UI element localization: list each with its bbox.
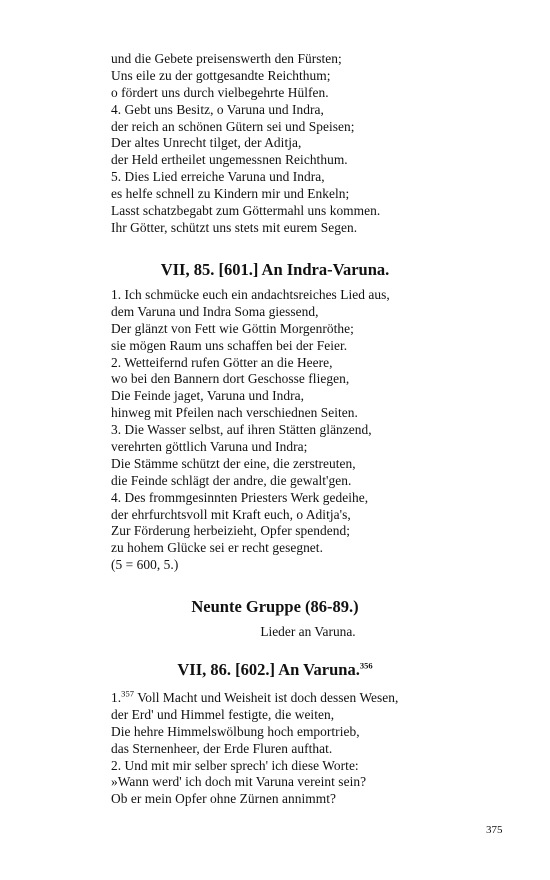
verse-line: das Sternenheer, der Erde Fluren aufthat.: [111, 740, 333, 756]
page-number: 375: [486, 824, 503, 836]
verse-line: dem Varuna und Indra Soma giessend,: [111, 303, 319, 319]
verse-number: 1.: [111, 690, 122, 705]
verse-line: Die hehre Himmelswölbung hoch emportrieb,: [111, 723, 360, 739]
footnote-ref-357: 357: [121, 688, 135, 699]
hymn-86-heading: [0, 660, 550, 680]
verse-line: Uns eile zu der gottgesandte Reichthum;: [111, 67, 331, 83]
verse-line: der Held ertheilet ungemessnen Reichthum.: [111, 152, 348, 168]
verse-text: Voll Macht und Weisheit ist doch dessen Wesen,: [134, 690, 399, 705]
hymn-86-title: VII, 86. [602.] An Varuna.: [177, 660, 360, 679]
verse-cross-reference: (5 = 600, 5.): [111, 557, 179, 573]
verse-line: [111, 690, 511, 707]
verse-line: Zur Förderung herbeizieht, Opfer spendend;: [111, 523, 350, 539]
verse-line: 1. Ich schmücke euch ein andachtsreiches Lied aus,: [111, 287, 390, 302]
verse-line: o fördert uns durch vielbegehrte Hülfen.: [111, 84, 329, 100]
verse-line: es helfe schnell zu Kindern mir und Enkeln;: [111, 186, 350, 202]
verse-line: zu hohem Glücke sei er recht gesegnet.: [111, 540, 323, 556]
verse-line: Ob er mein Opfer ohne Zürnen annimmt?: [111, 791, 336, 807]
verse-line: Die Feinde jaget, Varuna und Indra,: [111, 388, 305, 404]
group-subtitle: Lieder an Varuna.: [260, 624, 356, 639]
verse-line: der ehrfurchtsvoll mit Kraft euch, o Aditja's,: [111, 506, 351, 522]
verse-line: der Erd' und Himmel festigte, die weiten,: [111, 706, 335, 722]
verse-line: Der glänzt von Fett wie Göttin Morgenröthe;: [111, 320, 354, 336]
hymn-85-verses: [111, 287, 511, 574]
verse-line: 4. Des frommgesinnten Priesters Werk gedeihe,: [111, 489, 369, 505]
verse-line: 2. Wetteifernd rufen Götter an die Heere,: [111, 354, 333, 370]
verse-line: 3. Die Wasser selbst, auf ihren Stätten glänzend,: [111, 422, 372, 438]
verse-line: Lasst schatzbegabt zum Göttermahl uns kommen.: [111, 203, 381, 219]
verse-line: und die Gebete preisenswerth den Fürsten;: [111, 51, 342, 66]
verse-line: Ihr Götter, schützt uns stets mit eurem Segen.: [111, 219, 358, 235]
verse-line: 5. Dies Lied erreiche Varuna und Indra,: [111, 169, 325, 185]
hymn-86-verses: [111, 690, 511, 808]
verse-line: der reich an schönen Gütern sei und Speisen;: [111, 118, 355, 134]
intro-verses: [111, 51, 511, 237]
verse-line: verehrten göttlich Varuna und Indra;: [111, 439, 308, 455]
verse-line: Der altes Unrecht tilget, der Aditja,: [111, 135, 302, 151]
verse-line: sie mögen Raum uns schaffen bei der Feier.: [111, 337, 348, 353]
verse-line: die Feinde schlägt der andre, die gewalt'gen.: [111, 472, 352, 488]
footnote-ref-356: 356: [359, 660, 373, 671]
verse-line: 4. Gebt uns Besitz, o Varuna und Indra,: [111, 101, 324, 117]
verse-line: »Wann werd' ich doch mit Varuna vereint sein?: [111, 774, 367, 790]
verse-line: wo bei den Bannern dort Geschosse fliegen,: [111, 371, 350, 387]
verse-line: hinweg mit Pfeilen nach verschiednen Seiten.: [111, 405, 358, 421]
group-heading: Neunte Gruppe (86-89.): [191, 597, 359, 616]
verse-line: Die Stämme schützt der eine, die zerstreuten,: [111, 455, 356, 471]
verse-line: 2. Und mit mir selber sprech' ich diese Worte:: [111, 757, 359, 773]
hymn-85-heading: VII, 85. [601.] An Indra-Varuna.: [160, 260, 390, 279]
